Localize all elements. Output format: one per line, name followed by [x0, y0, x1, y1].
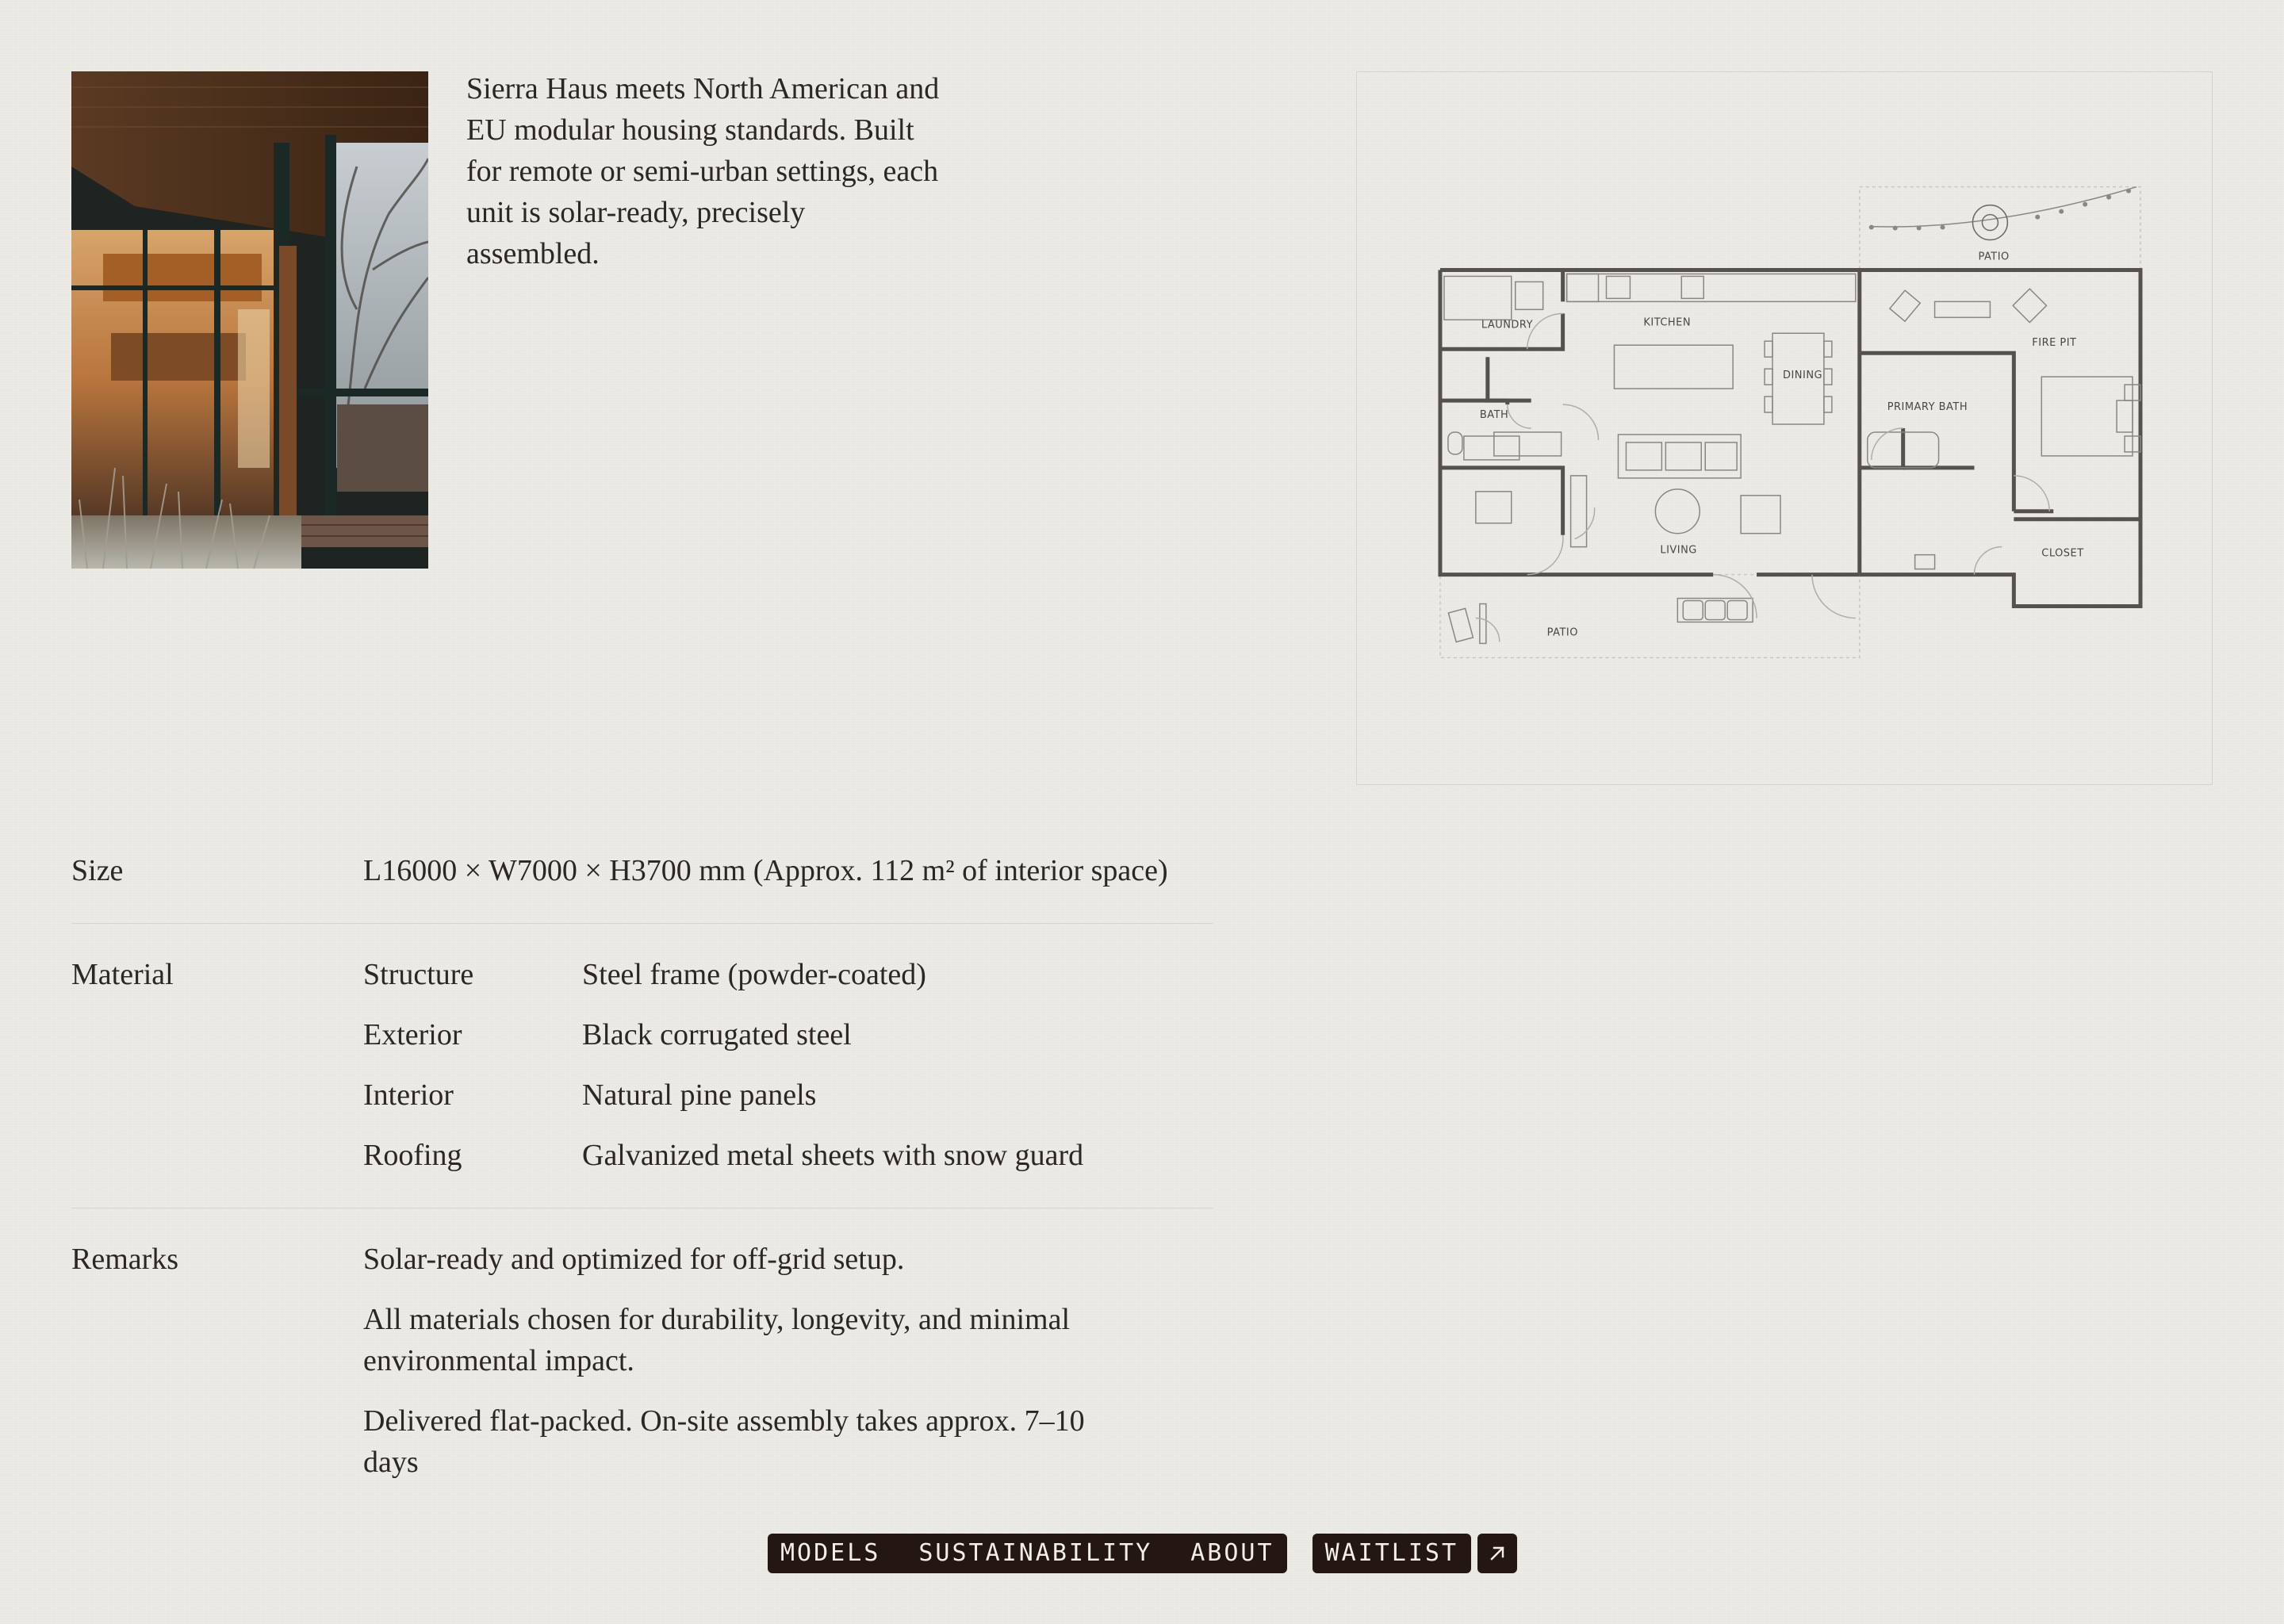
- nav-sustainability-link[interactable]: SUSTAINABILITY: [918, 1539, 1153, 1567]
- room-label-primary-bath: PRIMARY BATH: [1887, 401, 1968, 414]
- material-row-interior: [363, 1074, 1213, 1116]
- material-row-exterior: [363, 1014, 1213, 1055]
- floor-plan: [1356, 71, 2213, 785]
- material-row-structure: [363, 954, 1213, 995]
- room-label-patio-top: PATIO: [1978, 251, 2010, 263]
- material-name: Exterior: [363, 1018, 462, 1051]
- floor-plan-drawing: [1357, 72, 2212, 784]
- room-label-patio-bottom: PATIO: [1546, 626, 1578, 639]
- nav-about-link[interactable]: ABOUT: [1190, 1539, 1274, 1567]
- material-value: Steel frame (powder-coated): [582, 958, 926, 991]
- remark-item: All materials chosen for durability, longevity, and minimal environmental impact.: [363, 1303, 1071, 1377]
- spec-row-material: [71, 923, 1213, 1208]
- spec-label-size: Size: [71, 854, 124, 887]
- room-label-bath: BATH: [1479, 409, 1509, 422]
- intro-text: Sierra Haus meets North American and EU modular housing standards. Built for remote or semi-urban settings, each unit is solar-ready, precisely assembled.: [466, 72, 940, 270]
- room-label-fire-pit: FIRE PIT: [2032, 337, 2077, 350]
- spec-row-remarks: [71, 1208, 1213, 1515]
- house-photo-image: [71, 71, 428, 569]
- nav-models-link[interactable]: MODELS: [780, 1539, 881, 1567]
- material-row-roofing: [363, 1135, 1213, 1176]
- room-label-kitchen: KITCHEN: [1643, 316, 1692, 329]
- room-label-laundry: LAUNDRY: [1481, 319, 1534, 331]
- spec-label-remarks: Remarks: [71, 1243, 179, 1276]
- material-name: Structure: [363, 958, 474, 991]
- spec-row-size: [71, 841, 1213, 923]
- material-value: Natural pine panels: [582, 1078, 817, 1112]
- remark-item: Solar-ready and optimized for off-grid setup.: [363, 1243, 905, 1276]
- material-name: Interior: [363, 1078, 454, 1112]
- room-label-living: LIVING: [1660, 544, 1697, 557]
- waitlist-arrow-button[interactable]: [1477, 1534, 1517, 1573]
- remark-item: Delivered flat-packed. On-site assembly takes approx. 7–10 days: [363, 1404, 1085, 1479]
- spec-value-size: L16000 × W7000 × H3700 mm (Approx. 112 m² of interior space): [363, 854, 1168, 887]
- waitlist-button[interactable]: WAITLIST: [1313, 1534, 1472, 1573]
- nav-links-group: [768, 1534, 1287, 1573]
- bottom-nav: [768, 1534, 1517, 1573]
- room-label-dining: DINING: [1783, 370, 1823, 382]
- spec-table: [71, 841, 1213, 1515]
- waitlist-group: [1313, 1534, 1518, 1573]
- arrow-up-right-icon: [1487, 1543, 1508, 1564]
- spec-label-material: Material: [71, 958, 174, 991]
- material-value: Galvanized metal sheets with snow guard: [582, 1139, 1084, 1172]
- room-label-closet: CLOSET: [2041, 547, 2084, 560]
- material-name: Roofing: [363, 1139, 462, 1172]
- material-value: Black corrugated steel: [582, 1018, 852, 1051]
- house-photo: [71, 71, 428, 569]
